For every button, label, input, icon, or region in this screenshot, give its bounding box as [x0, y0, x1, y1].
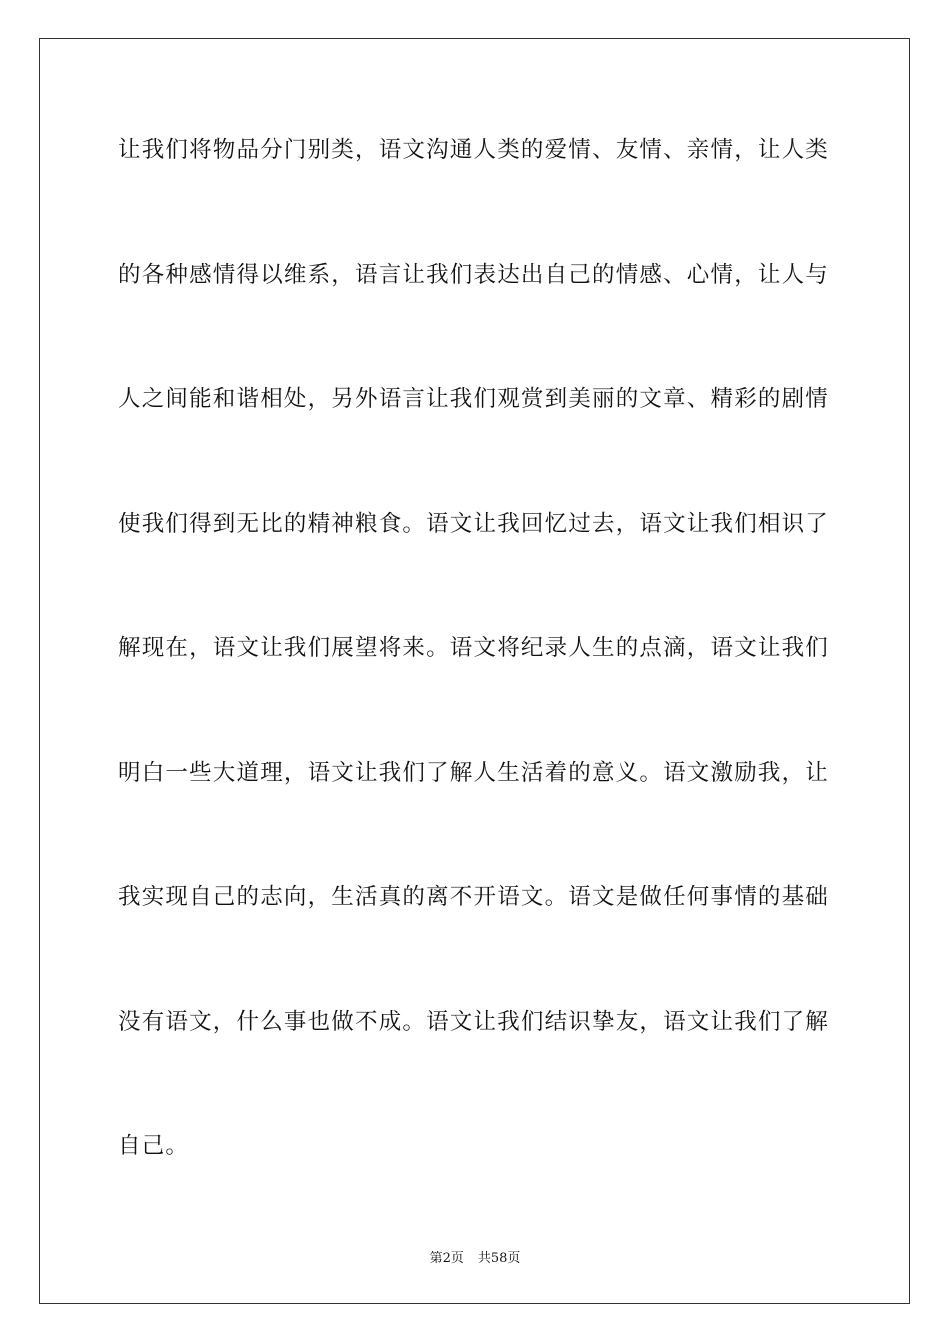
- body-line-7: 我实现自己的志向，生活真的离不开语文。语文是做任何事情的基础: [118, 884, 830, 910]
- body-line-5: 解现在，语文让我们展望将来。语文将纪录人生的点滴，语文让我们: [118, 635, 830, 661]
- body-line-2: 的各种感情得以维系，语言让我们表达出自己的情感、心情，让人与: [118, 261, 830, 288]
- page-footer: [0, 1247, 950, 1266]
- body-line-3: 人之间能和谐相处，另外语言让我们观赏到美丽的文章、精彩的剧情: [118, 386, 830, 412]
- document-body: [118, 120, 834, 1241]
- body-line-8: 没有语文，什么事也做不成。语文让我们结识挚友，语文让我们了解: [118, 1008, 830, 1035]
- total-page-count: 共58页: [477, 1251, 521, 1266]
- body-line-9: 自己。: [118, 1133, 190, 1159]
- body-line-4: 使我们得到无比的精神粮食。语文让我回忆过去，语文让我们相识了: [118, 510, 830, 537]
- body-line-6: 明白一些大道理，语文让我们了解人生活着的意义。语文激励我，让: [118, 759, 830, 786]
- body-line-1: 让我们将物品分门别类，语文沟通人类的爱情、友情、亲情，让人类: [118, 137, 830, 163]
- current-page-number: 第2页: [429, 1251, 464, 1266]
